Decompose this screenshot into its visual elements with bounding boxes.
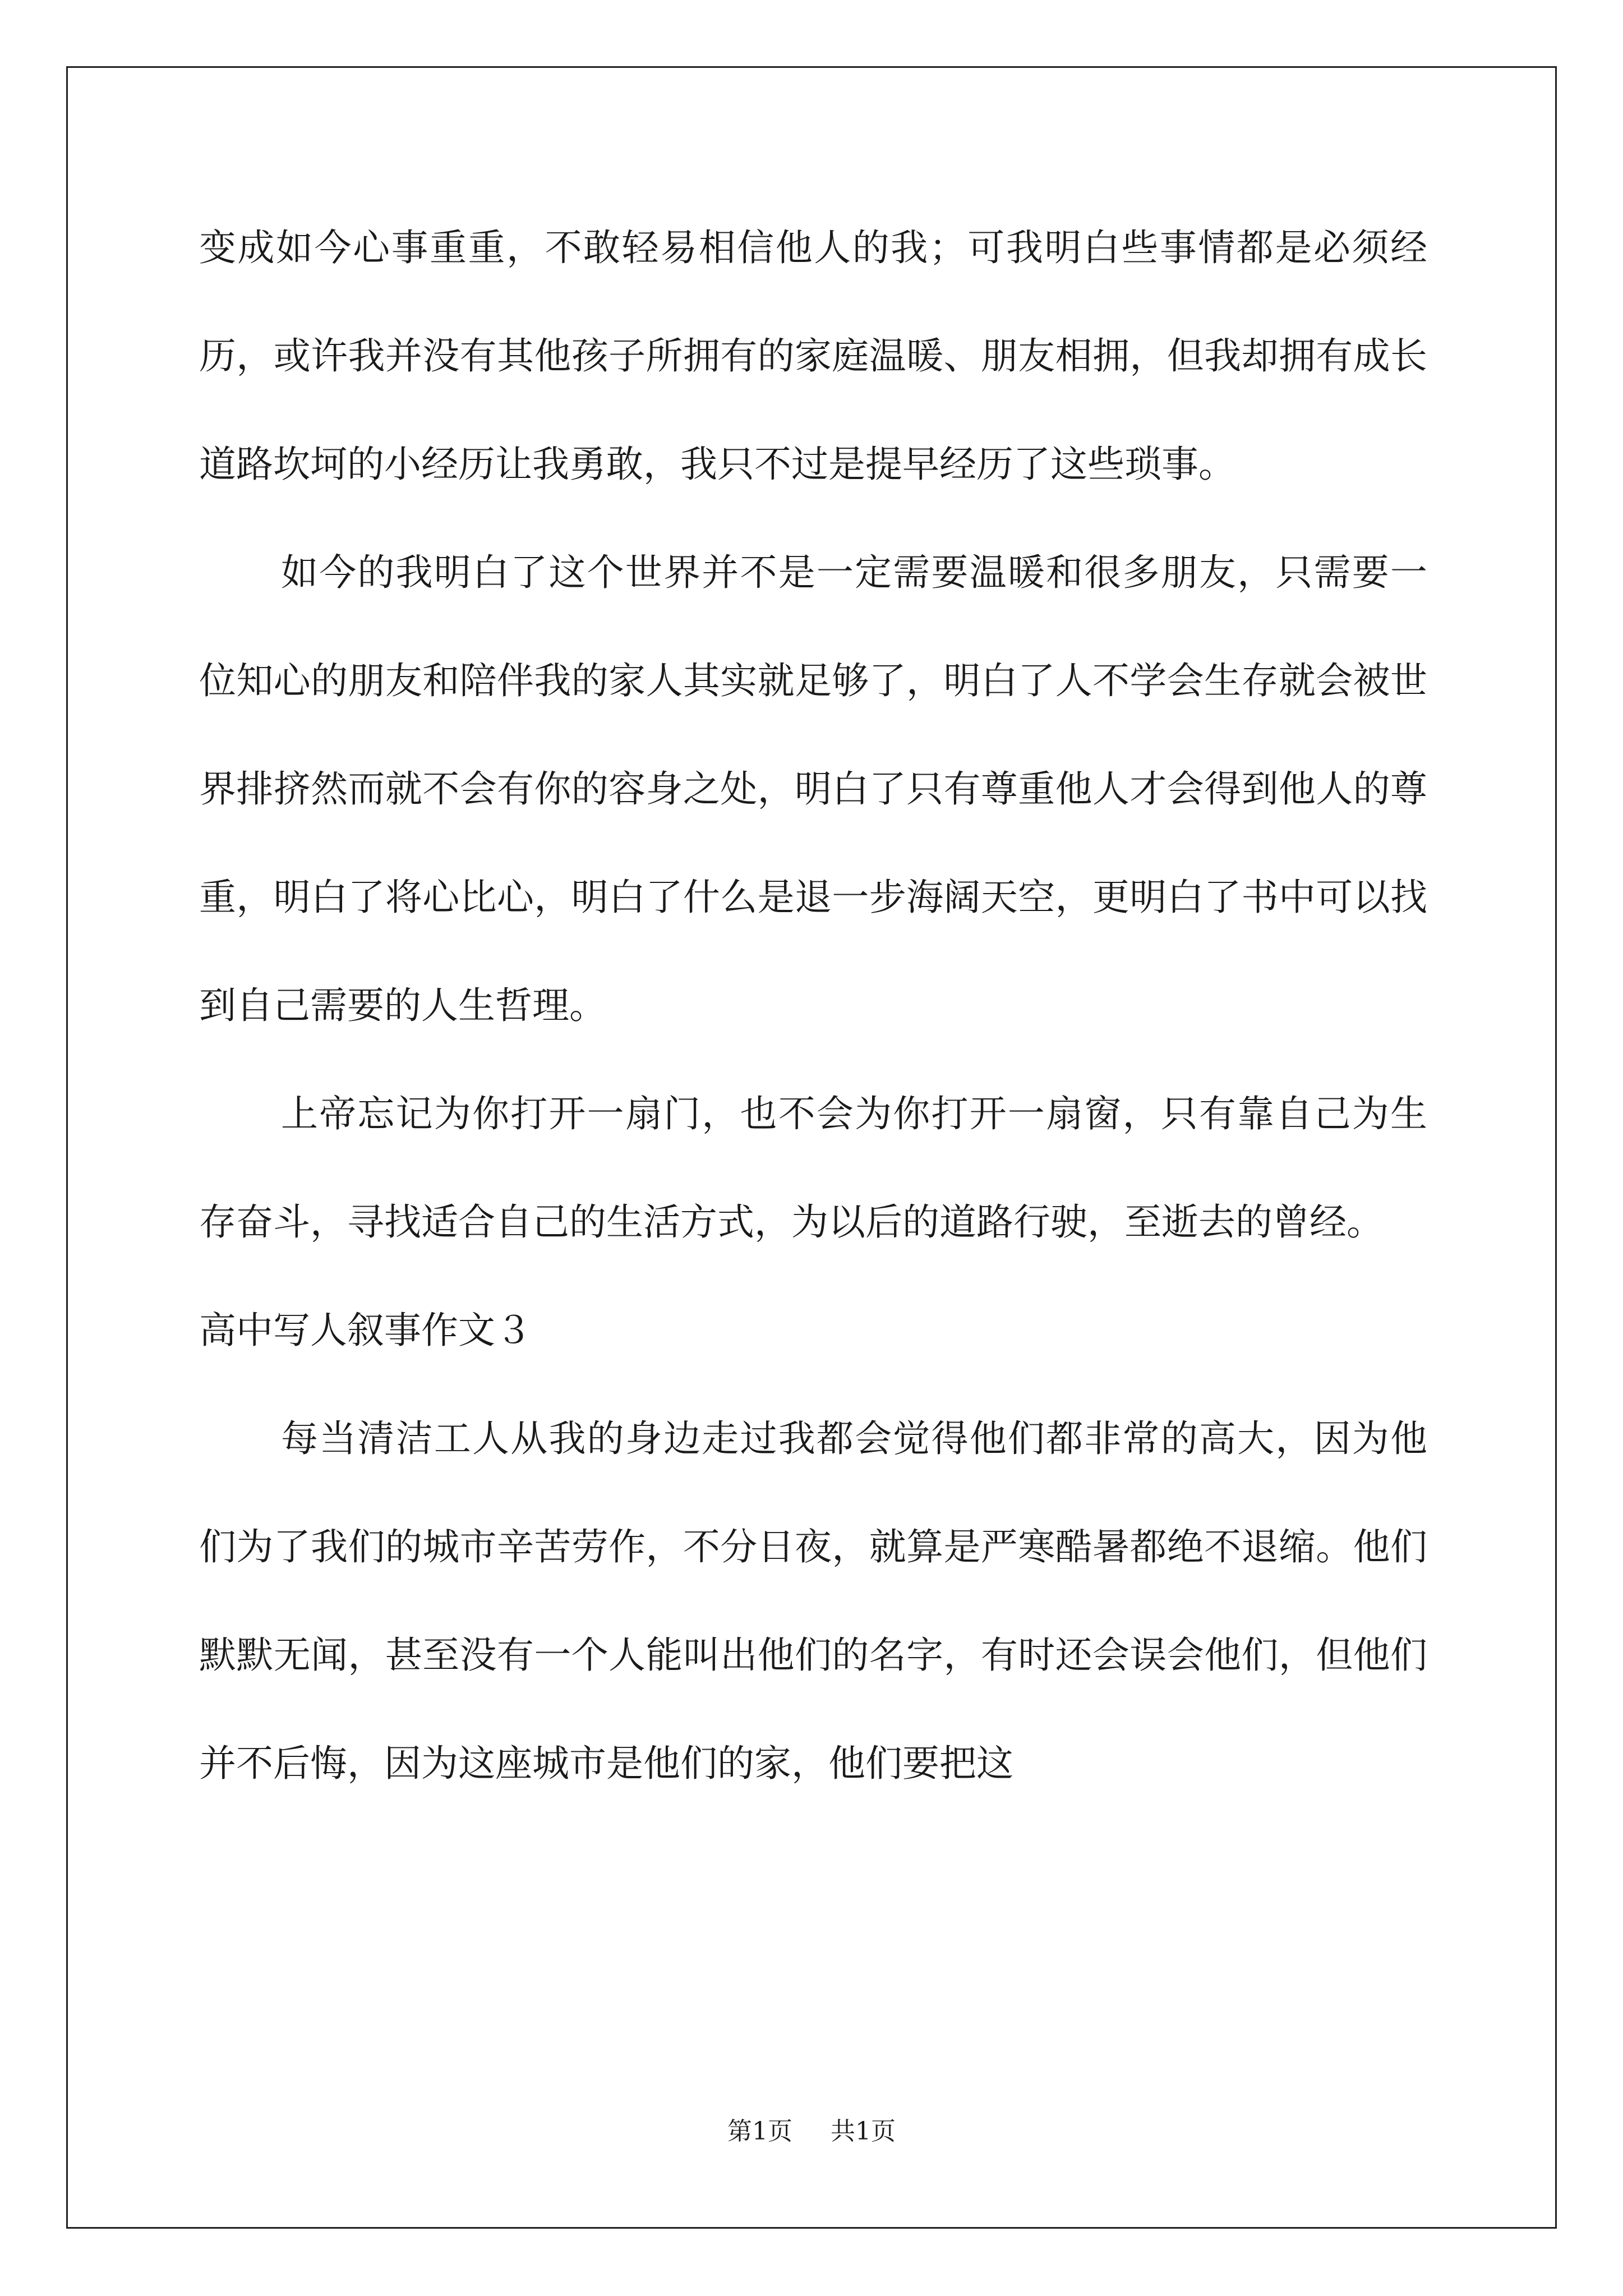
section-heading: 高中写人叙事作文３ xyxy=(199,1309,532,1352)
document-body xyxy=(199,194,1427,1818)
page-number: 第1页 xyxy=(727,2117,792,2146)
page-footer xyxy=(0,2115,1623,2148)
paragraph-4: 每当清洁工人从我的身边走过我都会觉得他们都非常的高大，因为他们为了我们的城市辛苦劳作，不分日夜，就算是严寒酷暑都绝不退缩。他们默默无闻，甚至没有一个人能叫出他们的名字，有时还会误会他们，但他们并不后悔，因为这座城市是他们的家，他们要把这 xyxy=(199,1417,1427,1785)
paragraph-2: 如今的我明白了这个世界并不是一定需要温暖和很多朋友，只需要一位知心的朋友和陪伴我的家人其实就足够了，明白了人不学会生存就会被世界排挤然而就不会有你的容身之处，明白了只有尊重他人才会得到他人的尊重，明白了将心比心，明白了什么是退一步海阔天空，更明白了书中可以找到自己需要的人生哲理。 xyxy=(199,551,1427,1027)
paragraph-3: 上帝忘记为你打开一扇门，也不会为你打开一扇窗，只有靠自己为生存奋斗，寻找适合自己的生活方式，为以后的道路行驶，至逝去的曾经。 xyxy=(199,1092,1427,1244)
total-pages: 共1页 xyxy=(831,2117,896,2146)
paragraph-1: 变成如今心事重重，不敢轻易相信他人的我；可我明白些事情都是必须经历，或许我并没有其他孩子所拥有的家庭温暖、朋友相拥，但我却拥有成长道路坎坷的小经历让我勇敢，我只不过是提早经历了这些琐事。 xyxy=(199,226,1427,486)
